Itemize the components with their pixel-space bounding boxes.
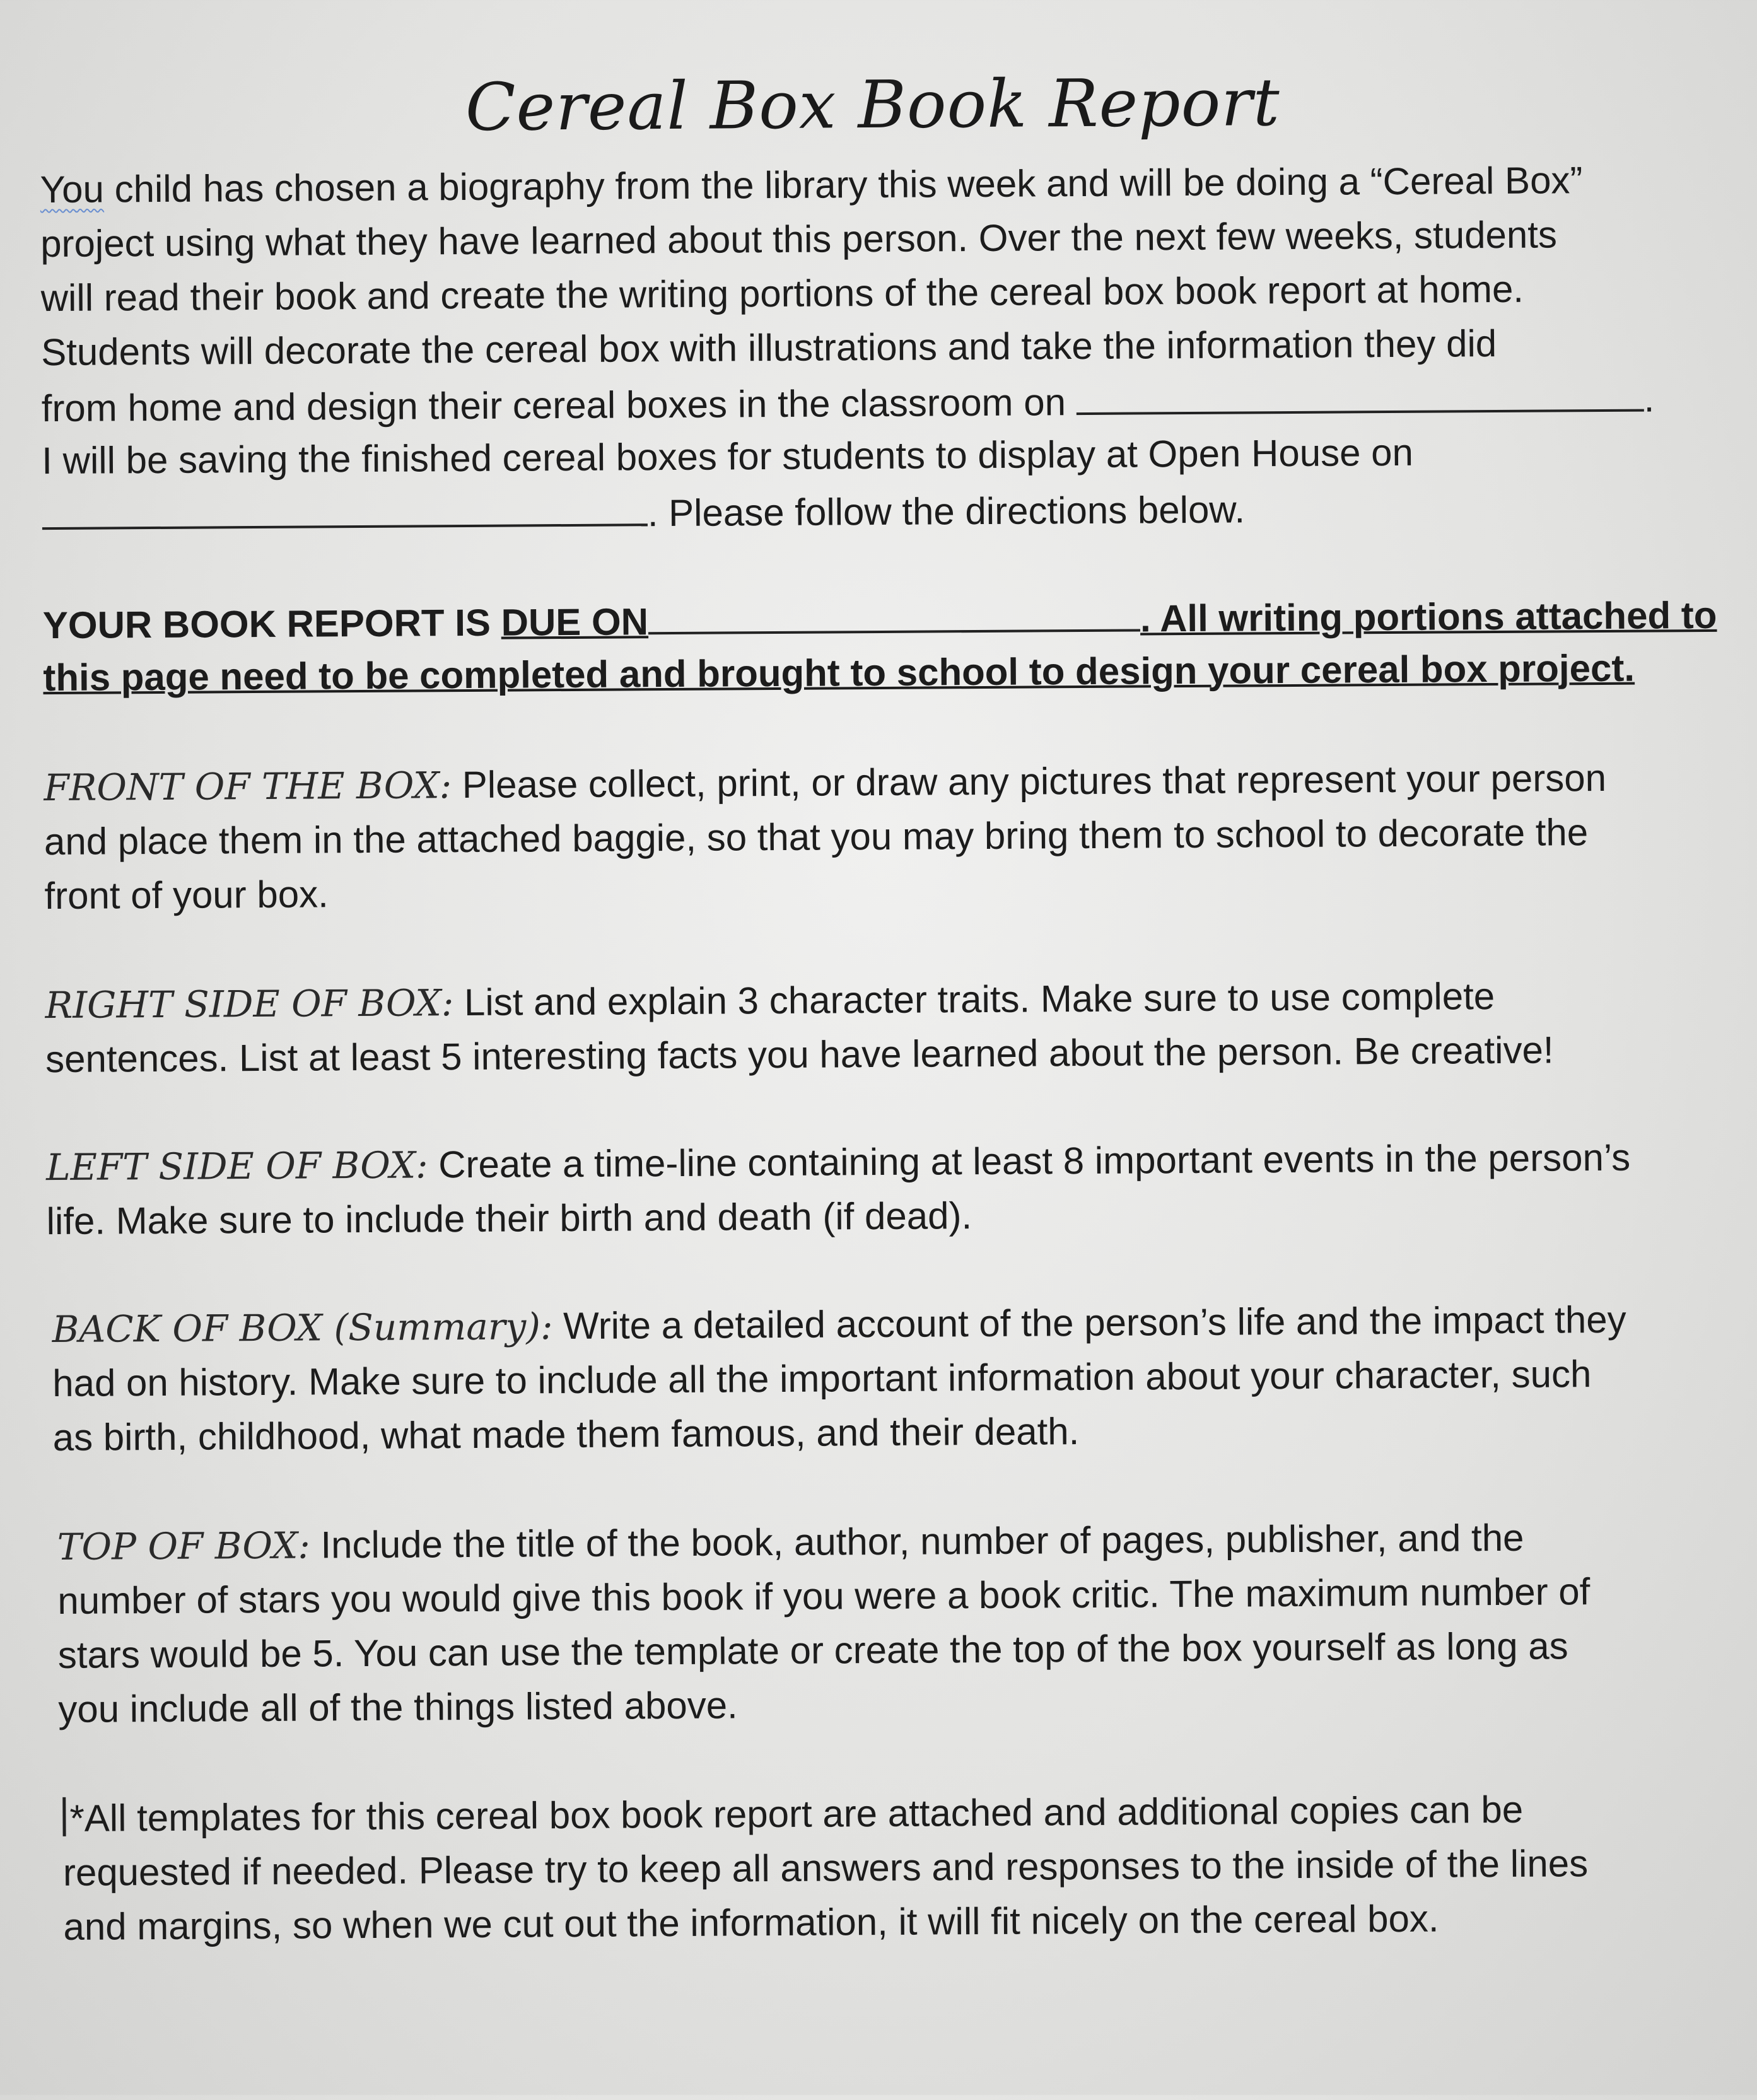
intro-line-3: will read their book and create the writing portions of the cereal box book report at home. (40, 267, 1524, 320)
intro-line-2: project using what they have learned about this person. Over the next few weeks, students (40, 213, 1558, 265)
intro-line-4: Students will decorate the cereal box with illustrations and take the information they did (41, 322, 1497, 374)
intro-line-7: . Please follow the directions below. (42, 478, 1745, 542)
due-date-paragraph (43, 586, 1746, 705)
due-line-2: this page need to be completed and brought to school to design your cereal box project. (43, 646, 1635, 699)
section-top: TOP OF BOX: Include the title of the book, author, number of pages, publisher, and the number of stars you would give this book if you were a book critic. The maximum number of stars would be 5. You can use the template or create the top of the box yourself as long as you include all of the things listed above. (57, 1516, 1591, 1730)
heading-front: FRONT OF THE BOX: (44, 764, 452, 810)
section-left: LEFT SIDE OF BOX: Create a time-line containing at least 8 important events in the person’s life. Make sure to include their birth and death (if dead). (45, 1136, 1631, 1243)
intro-line-6: I will be saving the finished cereal boxes for students to display at Open House on (42, 431, 1414, 482)
text-cursor-icon (62, 1797, 66, 1836)
section-front: FRONT OF THE BOX: Please collect, print, or draw any pictures that represent your person and place them in the attached baggie, so that you may bring them to school to decorate the front of your box. (44, 756, 1607, 918)
spellcheck-word: You (40, 168, 105, 211)
intro-paragraph (40, 153, 1745, 542)
open-house-date-blank[interactable] (42, 484, 648, 530)
intro-line-5: from home and design their cereal boxes in the classroom on . (42, 370, 1744, 434)
classroom-date-blank[interactable] (1076, 370, 1643, 415)
section-back: BACK OF BOX (Summary): Write a detailed account of the person’s life and the impact they had on history. Make sure to include all the important information about your character, such as birth, childhood, what made them famous, and their death. (52, 1298, 1626, 1459)
templates-note: *All templates for this cereal box book report are attached and additional copies can be requested if needed. Please try to keep all answers and responses to the inside of the lines and margins, so when we cut out the information, it will fit nicely on the cereal box. (62, 1788, 1589, 1948)
section-right: RIGHT SIDE OF BOX: List and explain 3 character traits. Make sure to use complete sentences. List at least 5 interesting facts you have learned about the person. Be creative! (45, 975, 1554, 1081)
due-date-blank[interactable] (648, 590, 1140, 634)
heading-left: LEFT SIDE OF BOX: (45, 1143, 428, 1189)
due-line-1: YOUR BOOK REPORT IS DUE ON . All writing portions attached to (43, 586, 1746, 651)
heading-back: BACK OF BOX (Summary): (52, 1305, 553, 1351)
document-title: Cereal Box Book Report (465, 64, 1281, 146)
heading-right: RIGHT SIDE OF BOX: (45, 981, 454, 1027)
intro-line-1: You child has chosen a biography from the library this week and will be doing a “Cereal Box” (40, 159, 1583, 211)
heading-top: TOP OF BOX: (57, 1524, 311, 1568)
